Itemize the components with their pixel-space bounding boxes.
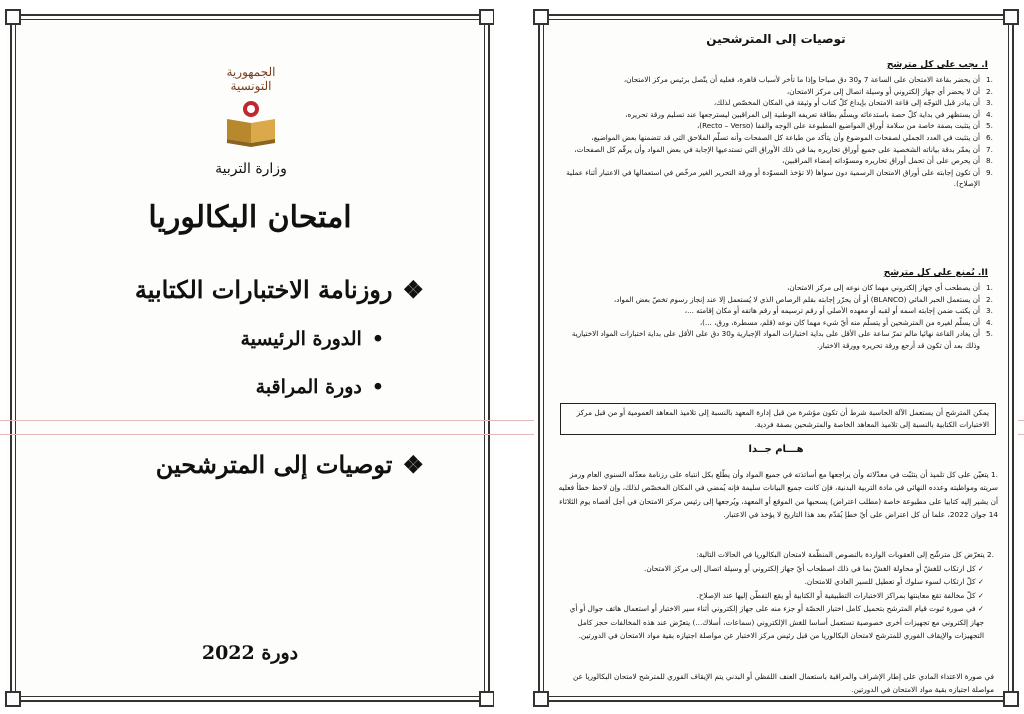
page-fold <box>494 0 534 714</box>
section-1-title: I. يجب على كل مترشح <box>886 60 988 70</box>
exam-title: امتحان البكالوريا <box>148 200 352 235</box>
final-note: في صورة الاعتداء المادي على إطار الإشراف والمراقبة باستعمال العنف اللفظي أو البدني يتم الإيقاف الفوري للمترشح لامتحان البكالوريا عن مواصلة اجتيازه بقية مواد الامتحان في الدورتين. <box>573 672 994 695</box>
important-heading: هـــام جــدا <box>748 444 804 455</box>
frame-corner <box>479 9 495 25</box>
page-title: توصيات إلى المترشحين <box>706 32 846 46</box>
frame-corner <box>1003 691 1019 707</box>
recommendations-heading: ❖توصيات إلى المترشحين <box>155 450 424 479</box>
list-item: .7 أن يعمّر بدقة بياناته الشخصية على جميع أوراق تحاريره بما في ذلك الأوراق التي تستدعيها الإجابة في بعض المواد وأن يرقّم كل الصفحات، <box>574 144 993 154</box>
diamond-bullet-icon: ❖ <box>402 275 424 304</box>
section-2-list <box>560 282 996 352</box>
list-item: .9 أن تكون إجابته على أوراق الامتحان الرسمية دون سواها (لا تؤخذ المسوّدة أو ورقة التحرير الغير مرخّص في استعمالها في الاعتبار أثناء عملية الإصلاح). <box>566 167 993 189</box>
frame-corner <box>533 9 549 25</box>
list-item: ✓ كلّ مخالفة تقع معاينتها بمراكز الاختبارات التطبيقية أو الكتابية أو يقع التفطّن إليها عند الإصلاح. <box>696 590 984 600</box>
bullet-icon: • <box>371 376 384 398</box>
calculator-note-box: يمكن المترشح أن يستعمل الآلة الحاسبة شرط أن تكون مؤشرة من قبل إدارة المعهد بالنسبة إلى تلاميذ المعاهد العمومية أو من قبل مركز الاختبارات الكتابية بالنسبة إلى تلاميذ المعاهد الخاصة والمترشحين بصفة فردية. <box>560 403 996 435</box>
section-1-list <box>560 74 996 190</box>
important-item-1: .1 يتعيّن على كل تلميذ أن يتثبّت في معدّلاته وأن يراجعها مع أساتذته في جميع المواد وأن يطّلع بكل انتباه على رزنامة معدّله السنوي العام ورمز سريته ومواظبته وعدده النهائي في مادة التربية البدنية، فإن كانت جميع البيانات سليمة فإنه يُمضي في المكان المخصّص لذلك، وإن لاحظ خطأ فعليه أن يشير إليه كتابيا على مطبوعة خاصة (مطلب اعتراض) يسحبها من الموقع أو المعهد، ويُرجعها إلى رئيس مركز الامتحان في أجل أقصاه يوم الثلاثاء 14 جوان 2022، علما أن كل اعتراض على أيّ خطإ يُقدّم بعد هذا التاريخ لا يؤخذ في الاعتبار. <box>558 470 998 520</box>
important-item-2: .2 يتعرّض كل مترشّح إلى العقوبات الواردة بالنصوص المنظّمة لامتحان البكالوريا في الحالات التالية: <box>696 550 994 559</box>
sanctions-list <box>556 562 984 642</box>
frame-corner <box>479 691 495 707</box>
list-item: .4 أن يستظهر في بداية كلّ حصة باستدعائه ويسلّم بطاقة تعريفه الوطنية إلى المراقبين ليسترجعها عند تسليم ورقة تحريره، <box>625 109 993 119</box>
list-item: .3 أن يبادر قبل التوجّه إلى قاعة الامتحان بإيداع كلّ كتاب أو وثيقة في المكان المخصّص لذلك، <box>713 98 993 108</box>
list-item: .1 أن يصطحب أي جهاز إلكتروني مهما كان نوعه إلى مركز الامتحان، <box>787 283 993 292</box>
republic-label: الجمهورية التونسية <box>226 65 276 93</box>
list-item: .5 أن يتثبت بصفة خاصة من سلامة أوراق المواضيع المطبوعة على الوجه والقفا (Recto – Verso)، <box>696 121 993 131</box>
calendar-heading: ❖روزنامة الاختبارات الكتابية <box>134 275 424 304</box>
list-item: ✓ في صورة ثبوت قيام المترشح بتحميل كامل اختبار الحصّة أو جزء منه على جهاز إلكتروني أثناء سير الاختبار أو استعمال هاتف جوال أو أي جهاز إلكتروني مع تجهيزات أخرى خصوصية تستعمل أساسا للغش الإلكتروني (سماعات، أسلاك...) يتعرّض عند هذه المخالفات حجز كامل التجهيزات والإيقاف الفوري للمترشح لامتحان البكالوريا من قبل رئيس مركز الاختبار عن مواصلة اجتيازه بقية مواد الامتحان في الدورتين. <box>569 604 984 641</box>
check-icon: ✓ <box>975 590 984 600</box>
list-item: .2 أن يستعمل الحبر المائي (BLANCO) أو أن يحرّر إجابته بقلم الرصاص الذي لا يُستعمل إلا عند إنجاز رسوم تخصّ بعض المواد، <box>613 294 993 304</box>
cover-page <box>6 10 494 706</box>
ministry-label: وزارة التربية <box>215 161 287 177</box>
list-item: .6 أن يتثبت في العدد الجملي لصفحات الموضوع وأن يتأكد من طباعة كل الصفحات وأنه تسلّم الملاحق التي قد تتضمنها بعض المواضيع، <box>591 132 993 142</box>
control-session-item: •دورة المراقبة <box>255 376 384 398</box>
open-book-logo-icon <box>221 97 281 153</box>
bullet-icon: • <box>371 328 384 350</box>
list-item: .1 أن يحضر بقاعة الامتحان على الساعة 7 و30 دق صباحا وإذا ما تأخر لأسباب قاهرة، فعليه أن يتّصل برئيس مركز الامتحان، <box>623 75 993 84</box>
diamond-bullet-icon: ❖ <box>402 450 424 479</box>
ministry-emblem <box>206 65 296 177</box>
frame-corner <box>533 691 549 707</box>
frame-corner <box>1003 9 1019 25</box>
list-item: .2 أن لا يحضر أي جهاز إلكتروني أو وسيلة اتصال إلى مركز الامتحان، <box>786 86 993 96</box>
list-item: .8 أن يحرص على أن تحمل أوراق تحاريره ومسوّداته إمضاء المراقبين، <box>782 156 993 166</box>
list-item: ✓ كل ارتكاب للغشّ أو محاولة الغشّ بما في ذلك اصطحاب أيّ جهاز إلكتروني أو وسيلة اتصال إلى مركز الامتحان. <box>644 564 984 573</box>
list-item-number: .2 <box>984 550 994 559</box>
frame-corner <box>5 9 21 25</box>
frame-corner <box>5 691 21 707</box>
session-year: دورة 2022 <box>201 642 299 664</box>
list-item: .4 أن يسلّم لغيره من المترشحين أو يتسلّم منه أيّ شيء مهما كان نوعه (قلم، مسطرة، ورق، ...)، <box>699 317 993 327</box>
check-icon: ✓ <box>975 564 984 573</box>
section-2-title: II. يُمنع على كل مترشح <box>883 268 988 278</box>
list-item: .3 أن يكتب ضمن إجابته اسمه أو لقبه أو معهده الأصلي أو رقم ترسيمه أو رقم هاتفه أو مكان إقامته ...، <box>684 306 993 316</box>
recommendations-page <box>534 10 1018 706</box>
list-item: .5 أن يغادر القاعة نهائيا مالم تمرّ ساعة على الأقل على بداية اختبارات المواد الإجبارية و30 دق على الأقل على بداية اختبارات المواد الاختيارية وذلك بعد أن تكون قد أرجع ورقة تحريره وورقة الاختبار. <box>571 329 993 350</box>
check-icon: ✓ <box>975 577 984 587</box>
main-session-item: •الدورة الرئيسية <box>240 328 384 350</box>
list-item: ✓ كلّ ارتكاب لسوء سلوك أو تعطيل للسير العادي للامتحان. <box>804 577 984 587</box>
list-item-number: .1 <box>988 470 998 479</box>
check-icon: ✓ <box>975 604 984 614</box>
